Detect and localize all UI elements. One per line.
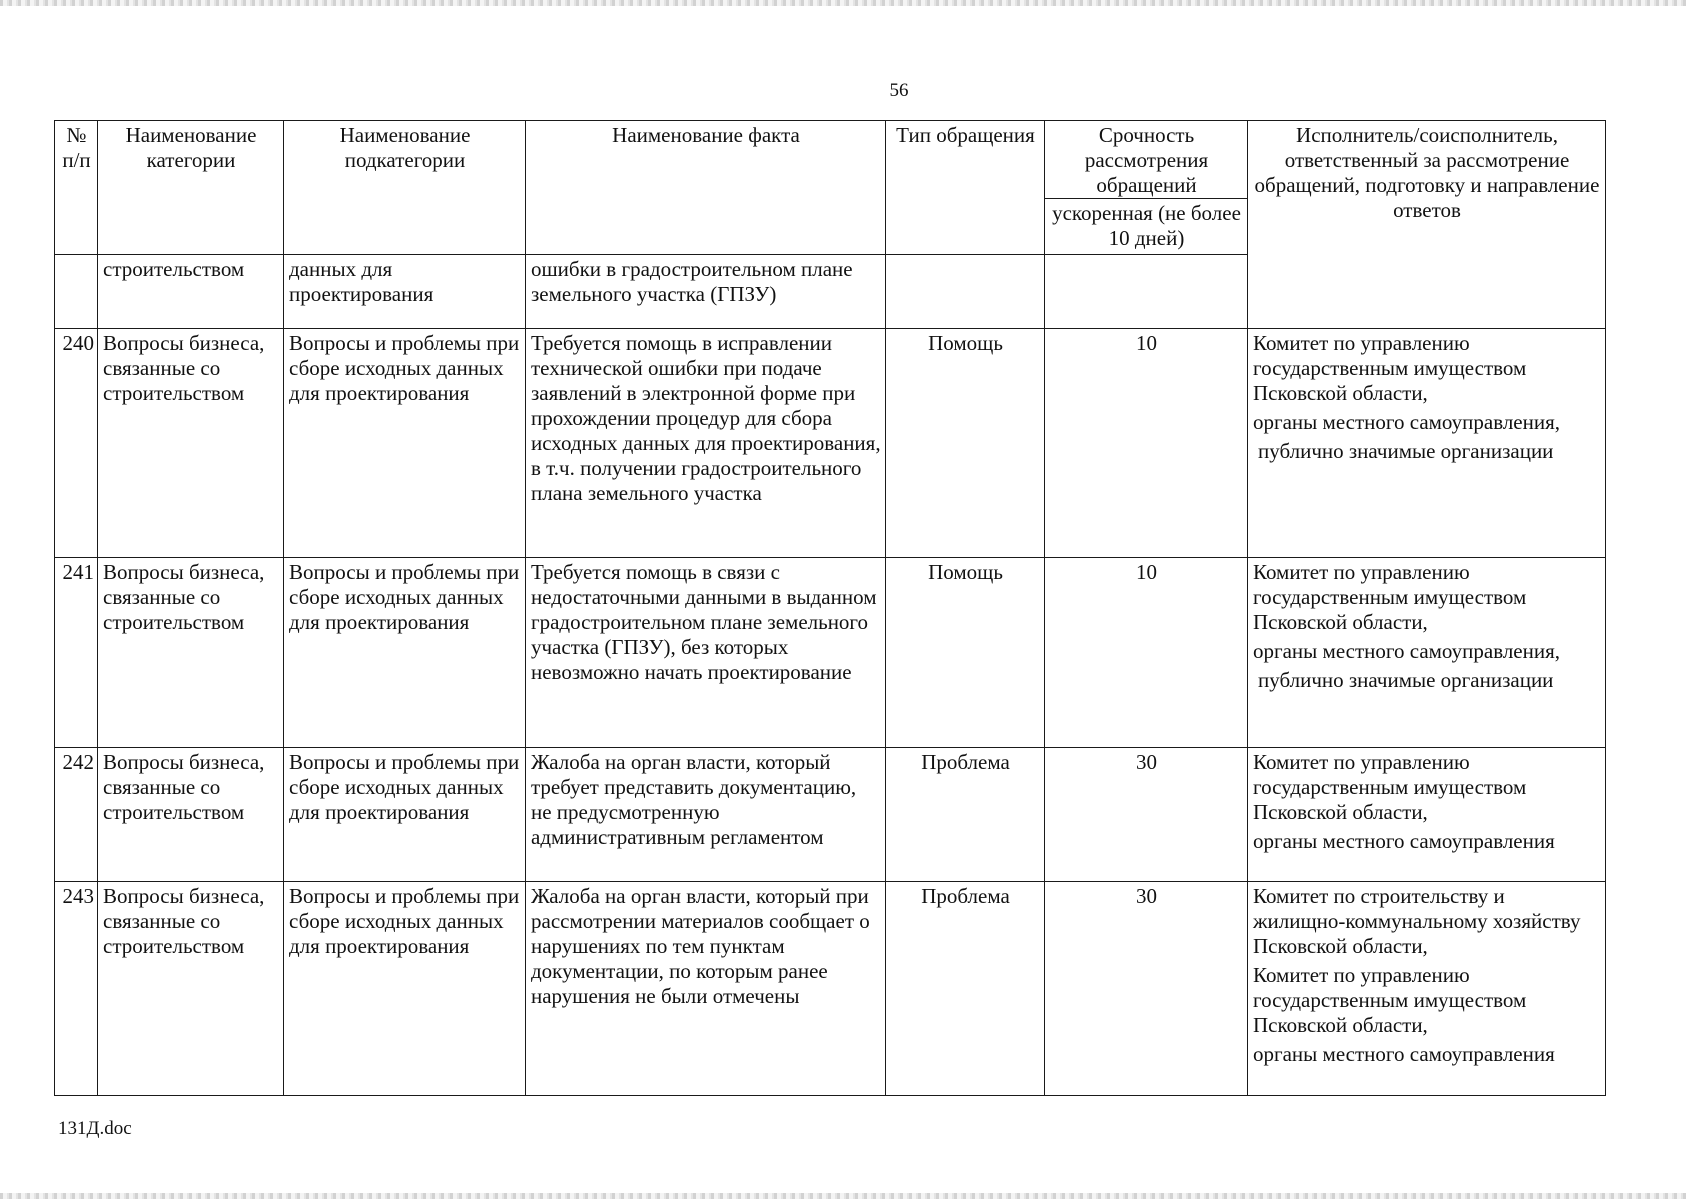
header-type: Тип обращения — [886, 121, 1045, 255]
executor-line: Комитет по управлению государственным имуществом Псковской области, — [1253, 560, 1527, 634]
header-num: № п/п — [55, 121, 98, 255]
cell-fact: ошибки в градостроительном плане земельного участка (ГПЗУ) — [526, 255, 886, 329]
executor-line: Комитет по управлению государственным имуществом Псковской области, — [1253, 750, 1527, 824]
table-row — [55, 329, 1606, 558]
cell-urgency: 30 — [1045, 748, 1248, 882]
table-row — [55, 748, 1606, 882]
cell-num: 242 — [55, 748, 98, 882]
table-row — [55, 882, 1606, 1096]
header-urgency: Срочность рассмотрения обращений — [1045, 121, 1248, 199]
cell-type: Проблема — [886, 748, 1045, 882]
cell-type: Помощь — [886, 329, 1045, 558]
cell-fact: Требуется помощь в связи с недостаточными данными в выданном градостроительном плане земельного участка (ГПЗУ), без которых невозможно начать проектирование — [526, 558, 886, 748]
scan-edge-top — [0, 0, 1686, 6]
cell-category: Вопросы бизнеса, связанные со строительством — [98, 329, 284, 558]
cell-type — [886, 255, 1045, 329]
cell-urgency: 10 — [1045, 329, 1248, 558]
cell-subcategory: Вопросы и проблемы при сборе исходных данных для проектирования — [284, 748, 526, 882]
cell-executor — [1248, 748, 1606, 882]
executor-line: Комитет по управлению государственным имуществом Псковской области, — [1253, 963, 1527, 1037]
cell-subcategory: Вопросы и проблемы при сборе исходных данных для проектирования — [284, 558, 526, 748]
cell-category: Вопросы бизнеса, связанные со строительством — [98, 882, 284, 1096]
header-subcategory: Наименование подкатегории — [284, 121, 526, 255]
cell-category: Вопросы бизнеса, связанные со строительством — [98, 558, 284, 748]
cell-type: Проблема — [886, 882, 1045, 1096]
cell-urgency — [1045, 255, 1248, 329]
header-fact: Наименование факта — [526, 121, 886, 255]
executor-line: Комитет по строительству и жилищно-коммунальному хозяйству Псковской области, — [1253, 884, 1581, 958]
cell-urgency: 30 — [1045, 882, 1248, 1096]
header-executor: Исполнитель/соисполнитель, ответственный за рассмотрение обращений, подготовку и направление ответов — [1248, 121, 1606, 329]
cell-subcategory: Вопросы и проблемы при сборе исходных данных для проектирования — [284, 882, 526, 1096]
cell-fact: Жалоба на орган власти, который требует представить документацию, не предусмотренную административным регламентом — [526, 748, 886, 882]
cell-num: 240 — [55, 329, 98, 558]
cell-num — [55, 255, 98, 329]
page-number: 56 — [889, 80, 909, 101]
executor-line: органы местного самоуправления — [1253, 1042, 1555, 1066]
header-row — [55, 121, 1606, 199]
cell-executor — [1248, 882, 1606, 1096]
header-urgency-sub: ускоренная (не более 10 дней) — [1045, 199, 1248, 255]
table-row — [55, 558, 1606, 748]
cell-subcategory: данных для проектирования — [284, 255, 526, 329]
executor-line: Комитет по управлению государственным имуществом Псковской области, — [1253, 331, 1527, 405]
file-name-footer: 131Д.doc — [58, 1118, 132, 1139]
cell-urgency: 10 — [1045, 558, 1248, 748]
executor-line: органы местного самоуправления, — [1253, 639, 1561, 663]
cell-category: Вопросы бизнеса, связанные со строительством — [98, 748, 284, 882]
cell-type: Помощь — [886, 558, 1045, 748]
cell-executor — [1248, 329, 1606, 558]
executor-line: публично значимые организации — [1258, 668, 1554, 692]
cell-category: строительством — [98, 255, 284, 329]
registry-table — [54, 120, 1606, 1096]
cell-executor — [1248, 558, 1606, 748]
cell-num: 241 — [55, 558, 98, 748]
header-category: Наименование категории — [98, 121, 284, 255]
scan-edge-bottom — [0, 1193, 1686, 1199]
cell-subcategory: Вопросы и проблемы при сборе исходных данных для проектирования — [284, 329, 526, 558]
cell-num: 243 — [55, 882, 98, 1096]
executor-line: органы местного самоуправления, — [1253, 410, 1561, 434]
cell-fact: Требуется помощь в исправлении технической ошибки при подаче заявлений в электронной форме при прохождении процедур для сбора исходных данных для проектирования, в т.ч. получении градостроительного плана земельного участка — [526, 329, 886, 558]
cell-fact: Жалоба на орган власти, который при рассмотрении материалов сообщает о нарушениях по тем пунктам документации, по которым ранее нарушения не были отмечены — [526, 882, 886, 1096]
executor-line: органы местного самоуправления — [1253, 829, 1555, 853]
executor-line: публично значимые организации — [1258, 439, 1554, 463]
